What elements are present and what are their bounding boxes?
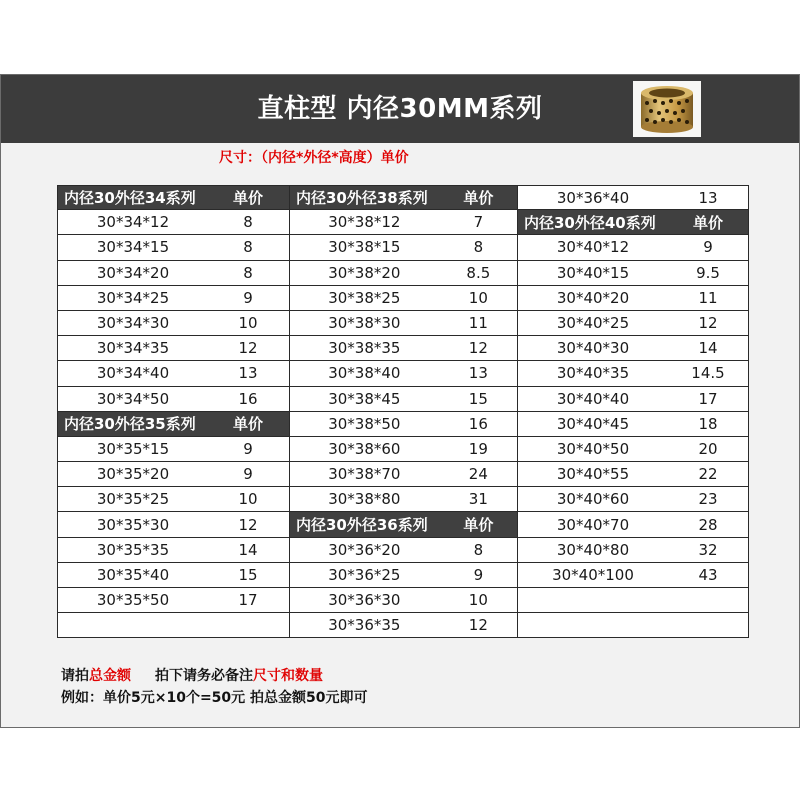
price-cell: 17	[238, 591, 258, 610]
size-cell: 30*35*50	[96, 591, 170, 610]
table-row	[290, 387, 518, 412]
size-cell: 30*38*20	[328, 263, 401, 282]
table-row	[58, 336, 290, 361]
price-cell: 16	[238, 389, 258, 408]
size-cell: 30*34*50	[96, 389, 170, 408]
price-cell: 32	[698, 540, 718, 559]
size-cell: 30*38*70	[328, 465, 401, 484]
size-cell: 30*34*40	[96, 364, 170, 383]
series-name: 内径30外径35系列	[64, 415, 196, 434]
table-row	[518, 361, 748, 386]
order-note-text: 请拍	[61, 668, 89, 684]
series-name: 内径30外径34系列	[64, 189, 196, 208]
table-section-header	[518, 210, 748, 235]
size-cell: 30*38*25	[328, 288, 401, 307]
price-header: 单价	[232, 415, 263, 434]
order-example-line: 例如：单价5元×10个=50元 拍总金额50元即可	[61, 690, 368, 706]
price-cell: 8	[243, 213, 253, 232]
size-cell: 30*38*50	[328, 414, 401, 433]
header-bar	[1, 75, 799, 143]
price-cell: 14	[238, 540, 258, 559]
price-cell: 17	[698, 389, 718, 408]
size-cell: 30*40*80	[556, 540, 630, 559]
table-row	[290, 235, 518, 260]
price-cell: 12	[468, 616, 488, 635]
size-cell: 30*40*50	[556, 439, 630, 458]
table-row	[290, 613, 518, 638]
size-cell: 30*38*15	[328, 238, 401, 257]
size-cell: 30*35*35	[96, 540, 170, 559]
size-cell: 30*38*35	[328, 339, 401, 358]
table-row	[58, 286, 290, 311]
table-row	[290, 588, 518, 613]
size-cell: 30*36*25	[328, 565, 401, 584]
size-cell: 30*40*60	[556, 490, 630, 509]
size-cell: 30*38*80	[328, 490, 401, 509]
series-name: 内径30外径36系列	[296, 516, 428, 535]
price-column-3	[517, 185, 749, 638]
table-row	[58, 512, 290, 537]
price-cell: 9.5	[696, 263, 720, 282]
table-row	[290, 462, 518, 487]
size-cell: 30*36*35	[328, 616, 401, 635]
table-row	[58, 387, 290, 412]
size-cell: 30*34*35	[96, 339, 170, 358]
table-row	[58, 563, 290, 588]
price-cell: 9	[703, 238, 713, 257]
price-cell: 16	[468, 414, 488, 433]
price-cell: 31	[468, 490, 488, 509]
price-cell: 8	[473, 238, 484, 257]
price-cell: 13	[698, 188, 718, 207]
table-section-header	[58, 185, 290, 210]
table-row	[290, 286, 518, 311]
price-cell: 8	[243, 238, 253, 257]
table-row	[518, 538, 748, 563]
price-cell: 28	[698, 515, 718, 534]
size-cell: 30*38*12	[328, 213, 401, 232]
size-cell: 30*35*20	[96, 465, 170, 484]
price-cell: 13	[238, 364, 258, 383]
price-cell: 20	[698, 439, 718, 458]
order-note-line-1	[61, 665, 368, 687]
size-cell: 30*40*25	[556, 314, 630, 333]
price-cell: 9	[473, 565, 484, 584]
price-cell: 12	[468, 339, 488, 358]
price-cell: 22	[698, 465, 718, 484]
size-cell: 30*34*20	[96, 263, 170, 282]
size-cell: 30*38*40	[328, 364, 401, 383]
series-name: 内径30外径38系列	[296, 189, 428, 208]
page-title: 直柱型 内径30MM系列	[257, 94, 543, 124]
table-row	[290, 563, 518, 588]
table-row	[58, 210, 290, 235]
size-cell: 30*40*55	[556, 465, 630, 484]
table-row	[290, 261, 518, 286]
price-column-1	[57, 185, 291, 638]
table-row	[58, 462, 290, 487]
price-header: 单价	[692, 213, 723, 232]
table-row	[518, 437, 748, 462]
size-cell: 30*34*12	[96, 213, 170, 232]
price-cell: 12	[698, 314, 718, 333]
size-cell: 30*36*40	[556, 188, 630, 207]
price-cell: 10	[238, 314, 258, 333]
price-sheet	[0, 74, 800, 728]
table-section-header	[290, 512, 518, 537]
table-row	[518, 336, 748, 361]
size-cell: 30*36*30	[328, 591, 401, 610]
price-cell: 43	[698, 565, 718, 584]
size-cell: 30*38*45	[328, 389, 401, 408]
price-cell: 9	[243, 465, 253, 484]
table-row	[518, 235, 748, 260]
price-cell: 12	[238, 339, 258, 358]
size-cell: 30*34*30	[96, 314, 170, 333]
table-row	[518, 412, 748, 437]
size-cell: 30*34*15	[96, 238, 170, 257]
table-row	[58, 361, 290, 386]
table-row	[58, 437, 290, 462]
table-row	[58, 487, 290, 512]
size-cell: 30*40*35	[556, 364, 630, 383]
size-cell: 30*35*25	[96, 490, 170, 509]
order-note-highlight-size: 尺寸和数量	[253, 668, 323, 684]
price-cell: 15	[468, 389, 488, 408]
price-cell: 7	[473, 213, 484, 232]
order-note-text: 拍下请务必备注	[155, 668, 253, 684]
price-cell: 10	[468, 591, 488, 610]
table-row	[518, 261, 748, 286]
table-row	[58, 538, 290, 563]
price-cell: 14.5	[691, 364, 725, 383]
table-row	[518, 512, 748, 537]
table-row	[58, 311, 290, 336]
table-empty-row	[518, 613, 748, 638]
table-row	[290, 336, 518, 361]
price-cell: 12	[238, 515, 258, 534]
price-cell: 11	[468, 314, 488, 333]
table-row	[290, 487, 518, 512]
table-row	[290, 210, 518, 235]
table-row	[58, 261, 290, 286]
order-note-highlight-total: 总金额	[89, 668, 131, 684]
price-column-2	[289, 185, 519, 638]
table-empty-row	[518, 588, 748, 613]
price-cell: 15	[238, 565, 258, 584]
table-row	[290, 412, 518, 437]
table-row	[518, 387, 748, 412]
size-cell: 30*40*70	[556, 515, 630, 534]
table-row	[518, 185, 748, 210]
size-cell: 30*38*30	[328, 314, 401, 333]
price-cell: 10	[468, 288, 488, 307]
table-row	[290, 538, 518, 563]
table-row	[518, 286, 748, 311]
price-cell: 8	[473, 540, 484, 559]
size-cell: 30*35*30	[96, 515, 170, 534]
table-row	[290, 361, 518, 386]
table-row	[58, 588, 290, 613]
price-cell: 9	[243, 439, 253, 458]
bronze-bushing-icon	[633, 81, 701, 137]
table-row	[518, 563, 748, 588]
price-cell: 10	[238, 490, 258, 509]
table-row	[290, 311, 518, 336]
size-cell: 30*40*40	[556, 389, 630, 408]
size-cell: 30*40*45	[556, 414, 630, 433]
size-cell: 30*40*12	[556, 238, 630, 257]
price-cell: 14	[698, 339, 718, 358]
table-section-header	[290, 185, 518, 210]
size-cell: 30*40*20	[556, 288, 630, 307]
table-row	[58, 235, 290, 260]
price-cell: 13	[468, 364, 488, 383]
price-cell: 24	[468, 465, 488, 484]
price-cell: 18	[698, 414, 718, 433]
table-section-header	[58, 412, 290, 437]
size-cell: 30*36*20	[328, 540, 401, 559]
table-row	[518, 462, 748, 487]
size-cell: 30*40*15	[556, 263, 630, 282]
price-cell: 9	[243, 288, 253, 307]
size-cell: 30*34*25	[96, 288, 170, 307]
size-cell: 30*40*100	[552, 565, 634, 584]
price-header: 单价	[463, 189, 494, 208]
price-header: 单价	[463, 516, 494, 535]
table-row	[518, 487, 748, 512]
price-cell: 8	[243, 263, 253, 282]
price-cell: 23	[698, 490, 718, 509]
price-cell: 19	[468, 439, 488, 458]
table-row	[518, 311, 748, 336]
order-instructions	[61, 665, 368, 709]
size-cell: 30*35*15	[96, 439, 170, 458]
series-name: 内径30外径40系列	[524, 213, 656, 232]
size-cell: 30*35*40	[96, 565, 170, 584]
size-format-note: 尺寸：（内径*外径*高度）单价	[219, 150, 409, 166]
table-empty-row	[58, 613, 290, 638]
price-header: 单价	[232, 189, 263, 208]
table-row	[290, 437, 518, 462]
size-cell: 30*38*60	[328, 439, 401, 458]
price-cell: 8.5	[466, 263, 491, 282]
size-cell: 30*40*30	[556, 339, 630, 358]
price-cell: 11	[698, 288, 718, 307]
